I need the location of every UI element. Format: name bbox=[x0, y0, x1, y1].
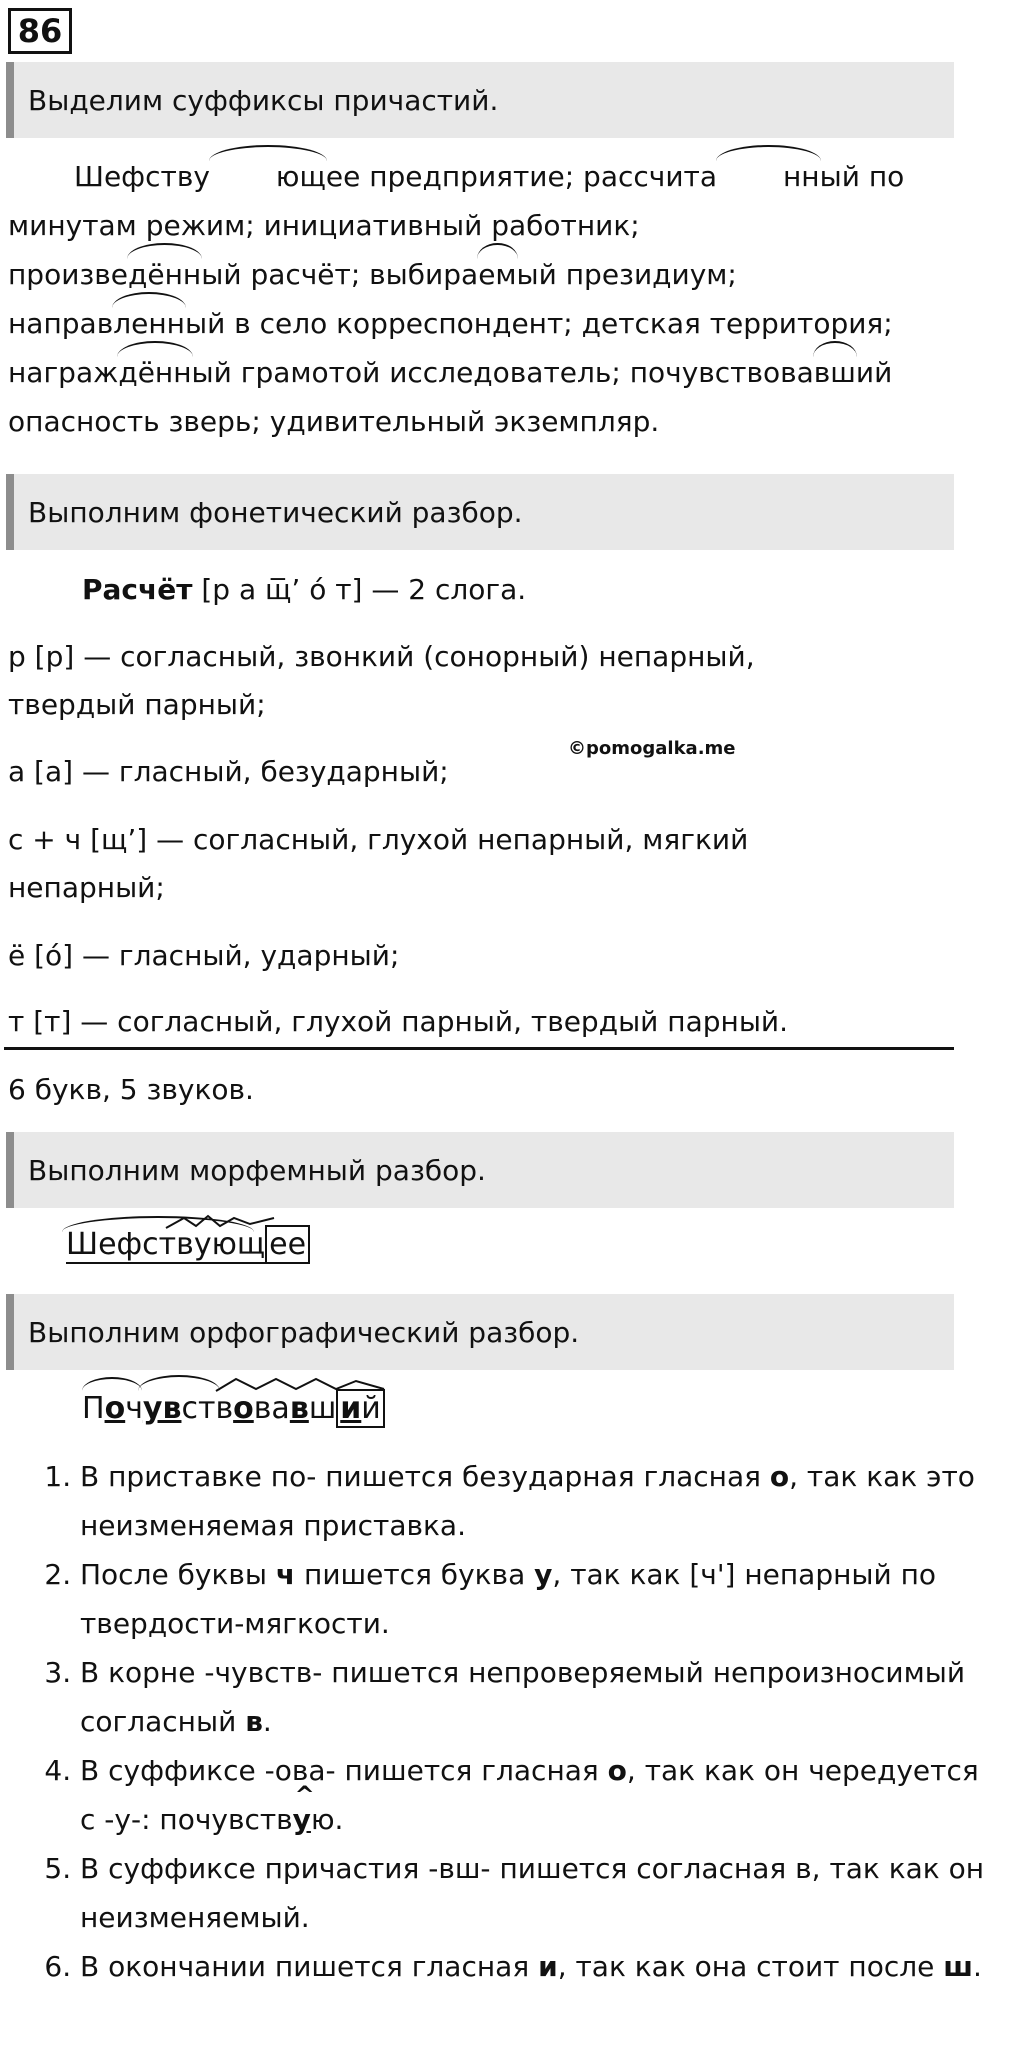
suffix-line-5: награждённый грамотой исследователь; почувствовавший bbox=[8, 348, 954, 397]
phonetic-line-7: т [т] — согласный, глухой парный, твердый парный. bbox=[8, 1005, 789, 1038]
heading-text: Выполним морфемный разбор. bbox=[28, 1153, 486, 1187]
phonetic-line-6: ё [о́] — гласный, ударный; bbox=[8, 939, 400, 972]
section-morpheme-heading bbox=[6, 1132, 954, 1208]
phonetic-summary: 6 букв, 5 звуков. bbox=[8, 1073, 254, 1106]
list-item: 4. В суффиксе -ова- пишется гласная о, так как он чередуется с -у-: почувств^ ую. bbox=[80, 1746, 1000, 1844]
root-mark bbox=[138, 1375, 220, 1391]
suffix-mark: ющ bbox=[210, 152, 326, 201]
list-item: 1. В приставке по- пишется безударная гласная о, так как это неизменяемая приставка. bbox=[80, 1452, 1000, 1550]
section-suffixes-heading bbox=[6, 62, 954, 138]
prefix-mark bbox=[82, 1377, 142, 1391]
list-item: 6. В окончании пишется гласная и, так как она стоит после ш. bbox=[80, 1942, 1000, 1991]
phonetic-line-4: с + ч [щ’] — согласный, глухой непарный, мягкий bbox=[8, 823, 749, 856]
ending-box: ий bbox=[336, 1389, 385, 1428]
list-item: 3. В корне -чувств- пишется непроверяемый непроизносимый согласный в. bbox=[80, 1648, 1000, 1746]
divider bbox=[4, 1047, 954, 1050]
heading-text: Выполним орфографический разбор. bbox=[28, 1315, 580, 1349]
section-phonetic-heading bbox=[6, 474, 954, 550]
suffix-line-2: минутам режим; инициативный работник; bbox=[8, 209, 640, 242]
heading-text: Выделим суффиксы причастий. bbox=[28, 83, 499, 117]
suffix-mark: вш bbox=[814, 348, 856, 397]
phonetic-line-2: твердый парный; bbox=[8, 688, 266, 721]
phonetic-word: Расчёт bbox=[82, 573, 193, 606]
stressed-letter: ^ у bbox=[293, 1795, 311, 1844]
phonetic-transcription: [р а щ̅’ о́ т] — 2 слога. bbox=[192, 573, 527, 606]
stem: Шефствующ bbox=[66, 1227, 266, 1262]
suffix-line-1: Шефству ющее предприятие; рассчита нный по bbox=[8, 152, 954, 201]
suffix-mark: ем bbox=[478, 250, 516, 299]
suffix-mark bbox=[216, 1375, 386, 1393]
task-number: 86 bbox=[8, 8, 72, 54]
list-item: 2. После буквы ч пишется буква у, так как [ч'] непарный по твердости-мягкости. bbox=[80, 1550, 1000, 1648]
suffix-line-4: направленный в село корреспондент; детская территория; bbox=[8, 299, 954, 348]
list-item: 5. В суффиксе причастия -вш- пишется согласная в, так как он неизменяемый. bbox=[80, 1844, 1000, 1942]
heading-text: Выполним фонетический разбор. bbox=[28, 495, 523, 529]
suffix-mark: ленн bbox=[113, 299, 185, 348]
rules-list bbox=[24, 1452, 1000, 1991]
suffix-mark: нн bbox=[717, 152, 820, 201]
ending-box: ее bbox=[265, 1225, 310, 1264]
orthographic-word: Почувствовавш ий bbox=[82, 1389, 385, 1429]
phonetic-line-3: а [а] — гласный, безударный; bbox=[8, 755, 449, 788]
watermark: ©pomogalka.me bbox=[568, 738, 736, 759]
phonetic-word-line bbox=[82, 568, 1028, 612]
suffix-mark: дённ bbox=[118, 348, 191, 397]
suffix-paragraph bbox=[8, 152, 954, 446]
suffix-mark bbox=[166, 1214, 276, 1230]
phonetic-line-1: р [р] — согласный, звонкий (сонорный) непарный, bbox=[8, 640, 755, 673]
phonetic-line-5: непарный; bbox=[8, 871, 165, 904]
suffix-mark: дённ bbox=[128, 250, 201, 299]
suffix-line-6: опасность зверь; удивительный экземпляр. bbox=[8, 405, 660, 438]
morpheme-word bbox=[66, 1226, 310, 1264]
suffix-line-3: произведённый расчёт; выбираемый президиум; bbox=[8, 250, 954, 299]
section-orthographic-heading bbox=[6, 1294, 954, 1370]
